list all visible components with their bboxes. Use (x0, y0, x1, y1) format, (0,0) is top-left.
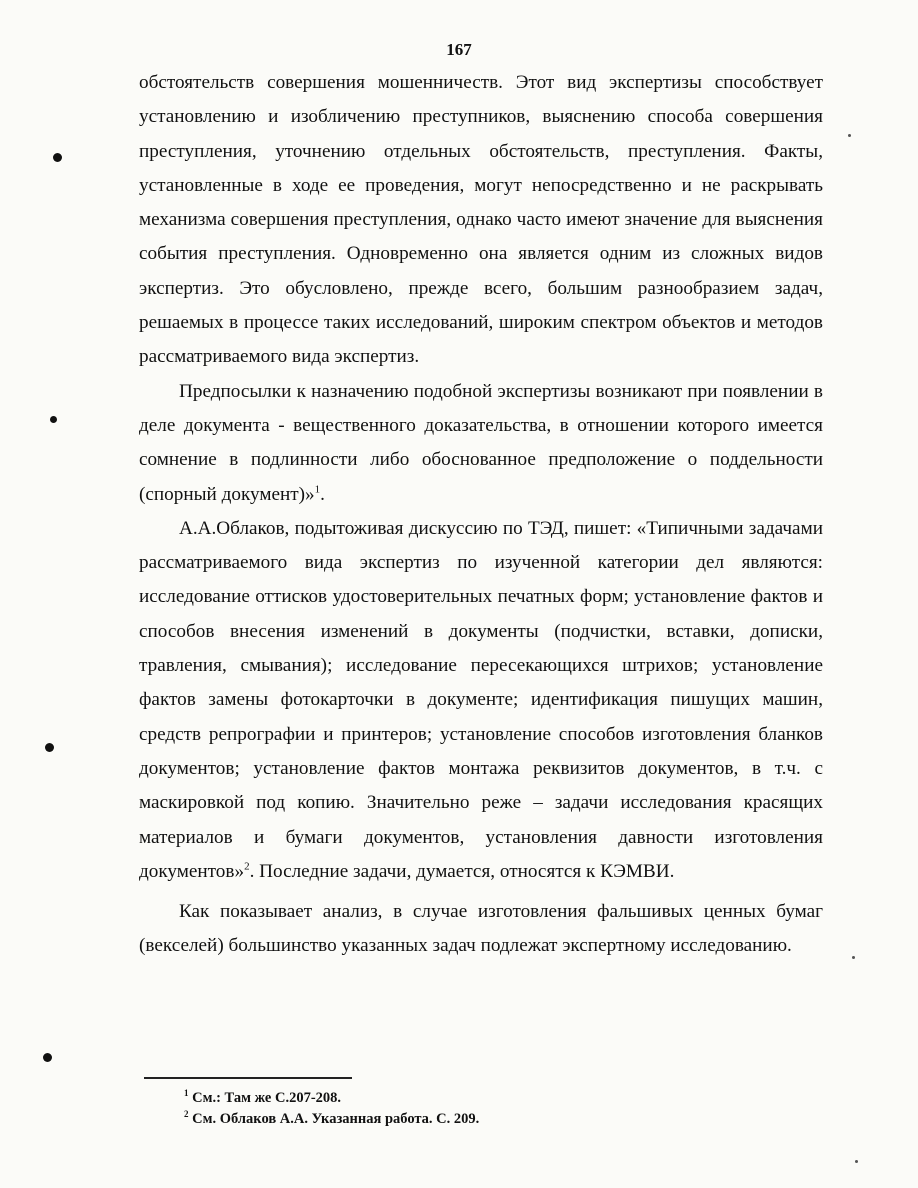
footnote-2-mark: 2 (184, 1109, 189, 1120)
paragraph-2-tail: . (320, 483, 325, 505)
footnote-divider (144, 1077, 352, 1079)
paragraph-3-text: А.А.Облаков, подытоживая дискуссию по ТЭД, пишет: «Типичными задачами рассматриваемого вида экспертиз по изученной категории дел являются: исследование оттисков удостоверительных печатных форм; установление фактов и способов внесения изменений в документы (подчистки, вставки, дописки, травления, смывания); исследование пересекающихся штрихов; установление фактов замены фотокарточки в документе; идентификация пишущих машин, средств репрографии и принтеров; установление способов изготовления бланков документов; установление фактов монтажа реквизитов документов, в т.ч. с маскировкой под копию. Значительно реже – задачи исследования красящих материалов и бумаги документов, установления давности изготовления документов» (139, 517, 823, 882)
scan-speck (848, 134, 851, 137)
body-text (139, 66, 823, 964)
page-number: 167 (446, 40, 472, 59)
footnote-1-mark: 1 (184, 1088, 189, 1099)
binding-hole-mark (50, 416, 57, 423)
footnote-2-text: См. Облаков А.А. Указанная работа. С. 209. (192, 1111, 480, 1127)
binding-hole-mark (43, 1053, 52, 1062)
paragraph-1: обстоятельств совершения мошенничеств. Этот вид экспертизы способствует установлению и изобличению преступников, выяснению способа совершения преступления, уточнению отдельных обстоятельств, преступления. Факты, установленные в ходе ее проведения, могут непосредственно и не раскрывать механизма совершения преступления, однако часто имеют значение для выяснения события преступления. Одновременно она является одним из сложных видов экспертиз. Это обусловлено, прежде всего, большим разнообразием задач, решаемых в процессе таких исследований, широким спектром объектов и методов рассматриваемого вида экспертиз. (139, 72, 823, 368)
footnote-1-text: См.: Там же С.207-208. (192, 1090, 342, 1106)
binding-hole-mark (45, 743, 54, 752)
paragraph-4: Как показывает анализ, в случае изготовления фальшивых ценных бумаг (векселей) большинство указанных задач подлежат экспертному исследованию. (139, 901, 823, 957)
paragraph-3-tail-dot: . (249, 860, 260, 882)
paragraph-3 (139, 512, 823, 889)
footnotes (184, 1088, 784, 1130)
binding-hole-mark (53, 153, 62, 162)
paragraph-3-tail: Последние задачи, думается, относятся к КЭМВИ. (259, 860, 675, 882)
footnote-1 (184, 1088, 784, 1109)
paragraph-2-text: Предпосылки к назначению подобной экспертизы возникают при появлении в деле документа - вещественного доказательства, в отношении которого имеется сомнение в подлинности либо обоснованное предположение о поддельности (спорный документ)» (139, 380, 823, 505)
footnote-ref-2: 2 (244, 860, 250, 873)
scan-speck (852, 956, 855, 959)
paragraph-2 (139, 375, 823, 512)
scan-speck (855, 1160, 858, 1163)
footnote-2 (184, 1109, 784, 1130)
footnote-ref-1: 1 (314, 483, 321, 496)
